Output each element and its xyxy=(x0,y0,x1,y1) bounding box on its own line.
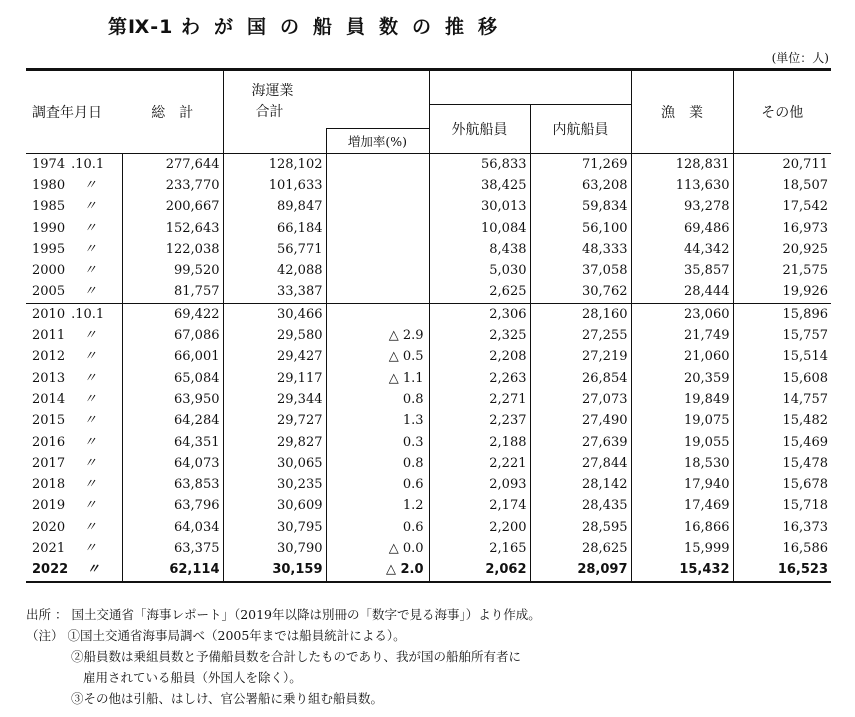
cell-growth xyxy=(326,175,429,196)
cell-year: 2000 xyxy=(32,263,66,279)
cell-fishery: 23,060 xyxy=(631,304,733,326)
cell-date-suffix: 〃 xyxy=(83,177,97,193)
note-1: ①国土交通省海事局調べ（2005年までは船員統計による）。 xyxy=(67,628,406,643)
cell-ocean: 2,062 xyxy=(429,560,530,582)
cell-ocean: 2,200 xyxy=(429,517,530,538)
table-row xyxy=(26,154,831,176)
cell-ocean: 2,208 xyxy=(429,347,530,368)
note-3: ③その他は引船、はしけ、官公署船に乗り組む船員数。 xyxy=(71,691,384,706)
cell-year: 2018 xyxy=(32,477,66,493)
cell-date xyxy=(26,304,122,326)
cell-growth: △ 2.0 xyxy=(326,560,429,582)
cell-growth xyxy=(326,260,429,281)
notes xyxy=(26,604,541,709)
cell-growth xyxy=(326,304,429,326)
table-row xyxy=(26,389,831,410)
cell-date-suffix: .10.1 xyxy=(71,306,105,322)
cell-shipping: 66,184 xyxy=(223,218,326,239)
cell-other: 16,586 xyxy=(733,538,831,559)
cell-date xyxy=(26,325,122,346)
cell-growth: △ 0.0 xyxy=(326,538,429,559)
table-row xyxy=(26,411,831,432)
cell-other: 15,896 xyxy=(733,304,831,326)
cell-shipping: 29,427 xyxy=(223,347,326,368)
unit-label: (単位：人) xyxy=(771,51,829,65)
cell-growth: 0.8 xyxy=(326,453,429,474)
cell-total: 233,770 xyxy=(165,177,220,193)
cell-fishery: 20,359 xyxy=(631,368,733,389)
cell-date-suffix: 〃 xyxy=(83,220,97,236)
cell-coastal: 30,762 xyxy=(530,282,631,304)
cell-date-suffix: 〃 xyxy=(83,263,97,279)
cell-coastal: 28,097 xyxy=(530,560,631,582)
cell-shipping: 56,771 xyxy=(223,239,326,260)
cell-coastal: 27,073 xyxy=(530,389,631,410)
cell-fishery: 28,444 xyxy=(631,282,733,304)
cell-shipping: 29,827 xyxy=(223,432,326,453)
cell-ocean: 2,625 xyxy=(429,282,530,304)
title-prefix: 第Ⅸ-1 xyxy=(108,16,174,38)
cell-ocean: 8,438 xyxy=(429,239,530,260)
cell-date xyxy=(26,517,122,538)
cell-total: 122,038 xyxy=(165,241,220,257)
cell-date-suffix: 〃 xyxy=(83,199,97,215)
title-main: わが国の船員数の推移 xyxy=(181,16,512,38)
cell-date xyxy=(26,347,122,368)
cell-date-suffix: 〃 xyxy=(83,328,97,344)
cell-shipping: 89,847 xyxy=(223,197,326,218)
cell-coastal: 27,639 xyxy=(530,432,631,453)
cell-growth: 0.8 xyxy=(326,389,429,410)
cell-date xyxy=(26,239,122,260)
cell-date-suffix: 〃 xyxy=(83,370,97,386)
cell-date xyxy=(26,411,122,432)
cell-shipping: 30,065 xyxy=(223,453,326,474)
cell-shipping: 30,795 xyxy=(223,517,326,538)
cell-ocean: 2,093 xyxy=(429,474,530,495)
cell-ocean: 10,084 xyxy=(429,218,530,239)
table-row xyxy=(26,347,831,368)
header-shipping-line2: 合計 xyxy=(255,104,284,120)
page-title xyxy=(108,12,511,39)
cell-date xyxy=(26,560,122,582)
table-row xyxy=(26,538,831,559)
cell-other: 21,575 xyxy=(733,260,831,281)
cell-shipping: 30,609 xyxy=(223,496,326,517)
cell-date xyxy=(26,368,122,389)
table-row xyxy=(26,175,831,196)
cell-ocean: 2,325 xyxy=(429,325,530,346)
cell-date xyxy=(26,197,122,218)
cell-year: 1990 xyxy=(32,220,66,236)
cell-date-suffix: 〃 xyxy=(83,519,97,535)
cell-other: 15,469 xyxy=(733,432,831,453)
cell-year: 2015 xyxy=(32,413,66,429)
cell-year: 2017 xyxy=(32,455,66,471)
cell-total: 277,644 xyxy=(165,156,220,172)
cell-total: 65,084 xyxy=(174,370,220,386)
cell-date xyxy=(26,538,122,559)
cell-fishery: 69,486 xyxy=(631,218,733,239)
cell-fishery: 19,849 xyxy=(631,389,733,410)
cell-ocean: 38,425 xyxy=(429,175,530,196)
cell-date-suffix: 〃 xyxy=(83,413,97,429)
header-shipping-blank xyxy=(223,128,326,154)
cell-shipping: 30,790 xyxy=(223,538,326,559)
cell-date-suffix: 〃 xyxy=(83,284,97,300)
table-row xyxy=(26,560,831,582)
cell-year: 1985 xyxy=(32,199,66,215)
cell-shipping: 30,235 xyxy=(223,474,326,495)
cell-growth: △ 2.9 xyxy=(326,325,429,346)
note-label: （注） xyxy=(26,628,64,643)
header-growth: 増加率(%) xyxy=(326,128,429,154)
table-row xyxy=(26,325,831,346)
cell-coastal: 63,208 xyxy=(530,175,631,196)
cell-year: 1980 xyxy=(32,177,66,193)
cell-fishery: 18,530 xyxy=(631,453,733,474)
cell-growth xyxy=(326,218,429,239)
cell-fishery: 93,278 xyxy=(631,197,733,218)
cell-ocean: 2,306 xyxy=(429,304,530,326)
cell-shipping: 128,102 xyxy=(223,154,326,176)
cell-total: 63,853 xyxy=(174,477,220,493)
cell-year: 2011 xyxy=(32,328,66,344)
cell-growth xyxy=(326,282,429,304)
note-source: 出所 ： 国土交通省「海事レポート」（2019年以降は別冊の「数字で見る海事」）より作成。 xyxy=(26,607,541,622)
header-date: 調査年月日 xyxy=(26,70,122,154)
cell-ocean: 5,030 xyxy=(429,260,530,281)
table-row xyxy=(26,496,831,517)
cell-growth xyxy=(326,197,429,218)
cell-date xyxy=(26,453,122,474)
cell-ocean: 2,165 xyxy=(429,538,530,559)
cell-ocean: 56,833 xyxy=(429,154,530,176)
header-shipping-line1: 海運業 xyxy=(251,83,294,99)
cell-growth: △ 0.5 xyxy=(326,347,429,368)
crew-table xyxy=(26,68,831,583)
cell-total: 66,001 xyxy=(174,349,220,365)
cell-shipping: 42,088 xyxy=(223,260,326,281)
cell-total: 63,375 xyxy=(174,540,220,556)
cell-year: 2010 xyxy=(32,306,66,322)
table-row xyxy=(26,239,831,260)
cell-other: 15,478 xyxy=(733,453,831,474)
cell-growth: 0.6 xyxy=(326,474,429,495)
cell-total: 81,757 xyxy=(174,284,220,300)
cell-year: 2005 xyxy=(32,284,66,300)
table-row xyxy=(26,453,831,474)
header-blank-top xyxy=(429,70,631,105)
cell-fishery: 19,055 xyxy=(631,432,733,453)
cell-date xyxy=(26,175,122,196)
cell-other: 15,608 xyxy=(733,368,831,389)
cell-total: 64,034 xyxy=(174,519,220,535)
cell-shipping: 30,466 xyxy=(223,304,326,326)
header-total: 総 計 xyxy=(122,70,223,154)
cell-ocean: 2,237 xyxy=(429,411,530,432)
table-row xyxy=(26,368,831,389)
cell-total: 200,667 xyxy=(165,199,220,215)
cell-ocean: 30,013 xyxy=(429,197,530,218)
cell-year: 2014 xyxy=(32,391,66,407)
cell-year: 2012 xyxy=(32,349,66,365)
cell-date xyxy=(26,496,122,517)
cell-year: 2022 xyxy=(32,562,69,578)
cell-fishery: 17,940 xyxy=(631,474,733,495)
cell-total: 64,073 xyxy=(174,455,220,471)
table-row xyxy=(26,282,831,304)
cell-coastal: 27,844 xyxy=(530,453,631,474)
cell-date xyxy=(26,218,122,239)
cell-other: 15,678 xyxy=(733,474,831,495)
cell-shipping: 29,117 xyxy=(223,368,326,389)
cell-year: 2019 xyxy=(32,498,66,514)
cell-other: 19,926 xyxy=(733,282,831,304)
cell-total: 62,114 xyxy=(122,560,223,582)
cell-coastal: 28,142 xyxy=(530,474,631,495)
cell-ocean: 2,188 xyxy=(429,432,530,453)
cell-date-suffix: 〃 xyxy=(83,498,97,514)
table-row xyxy=(26,260,831,281)
cell-shipping: 29,344 xyxy=(223,389,326,410)
cell-coastal: 56,100 xyxy=(530,218,631,239)
cell-date xyxy=(26,282,122,304)
cell-fishery: 113,630 xyxy=(631,175,733,196)
cell-total: 99,520 xyxy=(174,263,220,279)
cell-year: 2020 xyxy=(32,519,66,535)
cell-date xyxy=(26,154,122,176)
cell-fishery: 128,831 xyxy=(631,154,733,176)
cell-fishery: 21,749 xyxy=(631,325,733,346)
cell-coastal: 27,255 xyxy=(530,325,631,346)
cell-fishery: 16,866 xyxy=(631,517,733,538)
table-row xyxy=(26,432,831,453)
cell-date-suffix: .10.1 xyxy=(71,156,105,172)
cell-fishery: 19,075 xyxy=(631,411,733,432)
cell-other: 16,973 xyxy=(733,218,831,239)
table-body xyxy=(26,154,831,582)
cell-date-suffix: 〃 xyxy=(83,391,97,407)
cell-growth: 1.3 xyxy=(326,411,429,432)
note-2b: 雇用されている船員（外国人を除く）。 xyxy=(83,670,302,685)
cell-total: 64,351 xyxy=(174,434,220,450)
cell-growth: 0.3 xyxy=(326,432,429,453)
cell-coastal: 28,160 xyxy=(530,304,631,326)
cell-other: 15,514 xyxy=(733,347,831,368)
cell-other: 20,925 xyxy=(733,239,831,260)
cell-other: 15,718 xyxy=(733,496,831,517)
cell-shipping: 101,633 xyxy=(223,175,326,196)
table-row xyxy=(26,517,831,538)
cell-coastal: 48,333 xyxy=(530,239,631,260)
cell-date-suffix: 〃 xyxy=(83,349,97,365)
cell-coastal: 37,058 xyxy=(530,260,631,281)
cell-other: 15,482 xyxy=(733,411,831,432)
cell-other: 17,542 xyxy=(733,197,831,218)
cell-ocean: 2,263 xyxy=(429,368,530,389)
cell-growth xyxy=(326,154,429,176)
header-fishery: 漁 業 xyxy=(631,70,733,154)
table-row xyxy=(26,218,831,239)
cell-fishery: 21,060 xyxy=(631,347,733,368)
cell-date-suffix: 〃 xyxy=(86,562,100,578)
cell-date xyxy=(26,474,122,495)
cell-coastal: 28,435 xyxy=(530,496,631,517)
cell-date-suffix: 〃 xyxy=(83,455,97,471)
cell-total: 63,796 xyxy=(174,498,220,514)
cell-coastal: 27,490 xyxy=(530,411,631,432)
cell-total: 64,284 xyxy=(174,413,220,429)
cell-fishery: 15,999 xyxy=(631,538,733,559)
cell-other: 20,711 xyxy=(733,154,831,176)
cell-total: 152,643 xyxy=(165,220,220,236)
cell-fishery: 44,342 xyxy=(631,239,733,260)
cell-year: 1974 xyxy=(32,156,66,172)
cell-coastal: 27,219 xyxy=(530,347,631,368)
cell-year: 2013 xyxy=(32,370,66,386)
cell-shipping: 29,727 xyxy=(223,411,326,432)
note-2a: ②船員数は乗組員数と予備船員数を合計したものであり、我が国の船舶所有者に xyxy=(71,649,522,664)
cell-date-suffix: 〃 xyxy=(83,241,97,257)
cell-year: 2016 xyxy=(32,434,66,450)
cell-date xyxy=(26,389,122,410)
cell-year: 2021 xyxy=(32,540,66,556)
header-ocean: 外航船員 xyxy=(429,105,530,154)
cell-date xyxy=(26,432,122,453)
cell-date-suffix: 〃 xyxy=(83,434,97,450)
table-row xyxy=(26,304,831,326)
cell-total: 69,422 xyxy=(122,304,223,326)
cell-other: 16,373 xyxy=(733,517,831,538)
cell-other: 14,757 xyxy=(733,389,831,410)
cell-shipping: 29,580 xyxy=(223,325,326,346)
cell-total: 67,086 xyxy=(174,328,220,344)
table-row xyxy=(26,474,831,495)
cell-growth: 1.2 xyxy=(326,496,429,517)
cell-fishery: 15,432 xyxy=(631,560,733,582)
cell-date-suffix: 〃 xyxy=(83,540,97,556)
cell-shipping: 33,387 xyxy=(223,282,326,304)
cell-coastal: 28,595 xyxy=(530,517,631,538)
table-row xyxy=(26,197,831,218)
cell-other: 16,523 xyxy=(733,560,831,582)
header-shipping-total xyxy=(223,70,429,129)
cell-ocean: 2,271 xyxy=(429,389,530,410)
cell-coastal: 71,269 xyxy=(530,154,631,176)
cell-date-suffix: 〃 xyxy=(83,477,97,493)
cell-fishery: 17,469 xyxy=(631,496,733,517)
cell-date xyxy=(26,260,122,281)
cell-coastal: 59,834 xyxy=(530,197,631,218)
header-coastal: 内航船員 xyxy=(530,105,631,154)
cell-coastal: 28,625 xyxy=(530,538,631,559)
cell-total: 63,950 xyxy=(174,391,220,407)
cell-ocean: 2,174 xyxy=(429,496,530,517)
cell-other: 18,507 xyxy=(733,175,831,196)
note-line-1 xyxy=(26,625,541,646)
cell-ocean: 2,221 xyxy=(429,453,530,474)
cell-growth xyxy=(326,239,429,260)
cell-shipping: 30,159 xyxy=(223,560,326,582)
cell-fishery: 35,857 xyxy=(631,260,733,281)
cell-growth: △ 1.1 xyxy=(326,368,429,389)
cell-year: 1995 xyxy=(32,241,66,257)
cell-other: 15,757 xyxy=(733,325,831,346)
header-other: その他 xyxy=(733,70,831,154)
cell-growth: 0.6 xyxy=(326,517,429,538)
cell-coastal: 26,854 xyxy=(530,368,631,389)
